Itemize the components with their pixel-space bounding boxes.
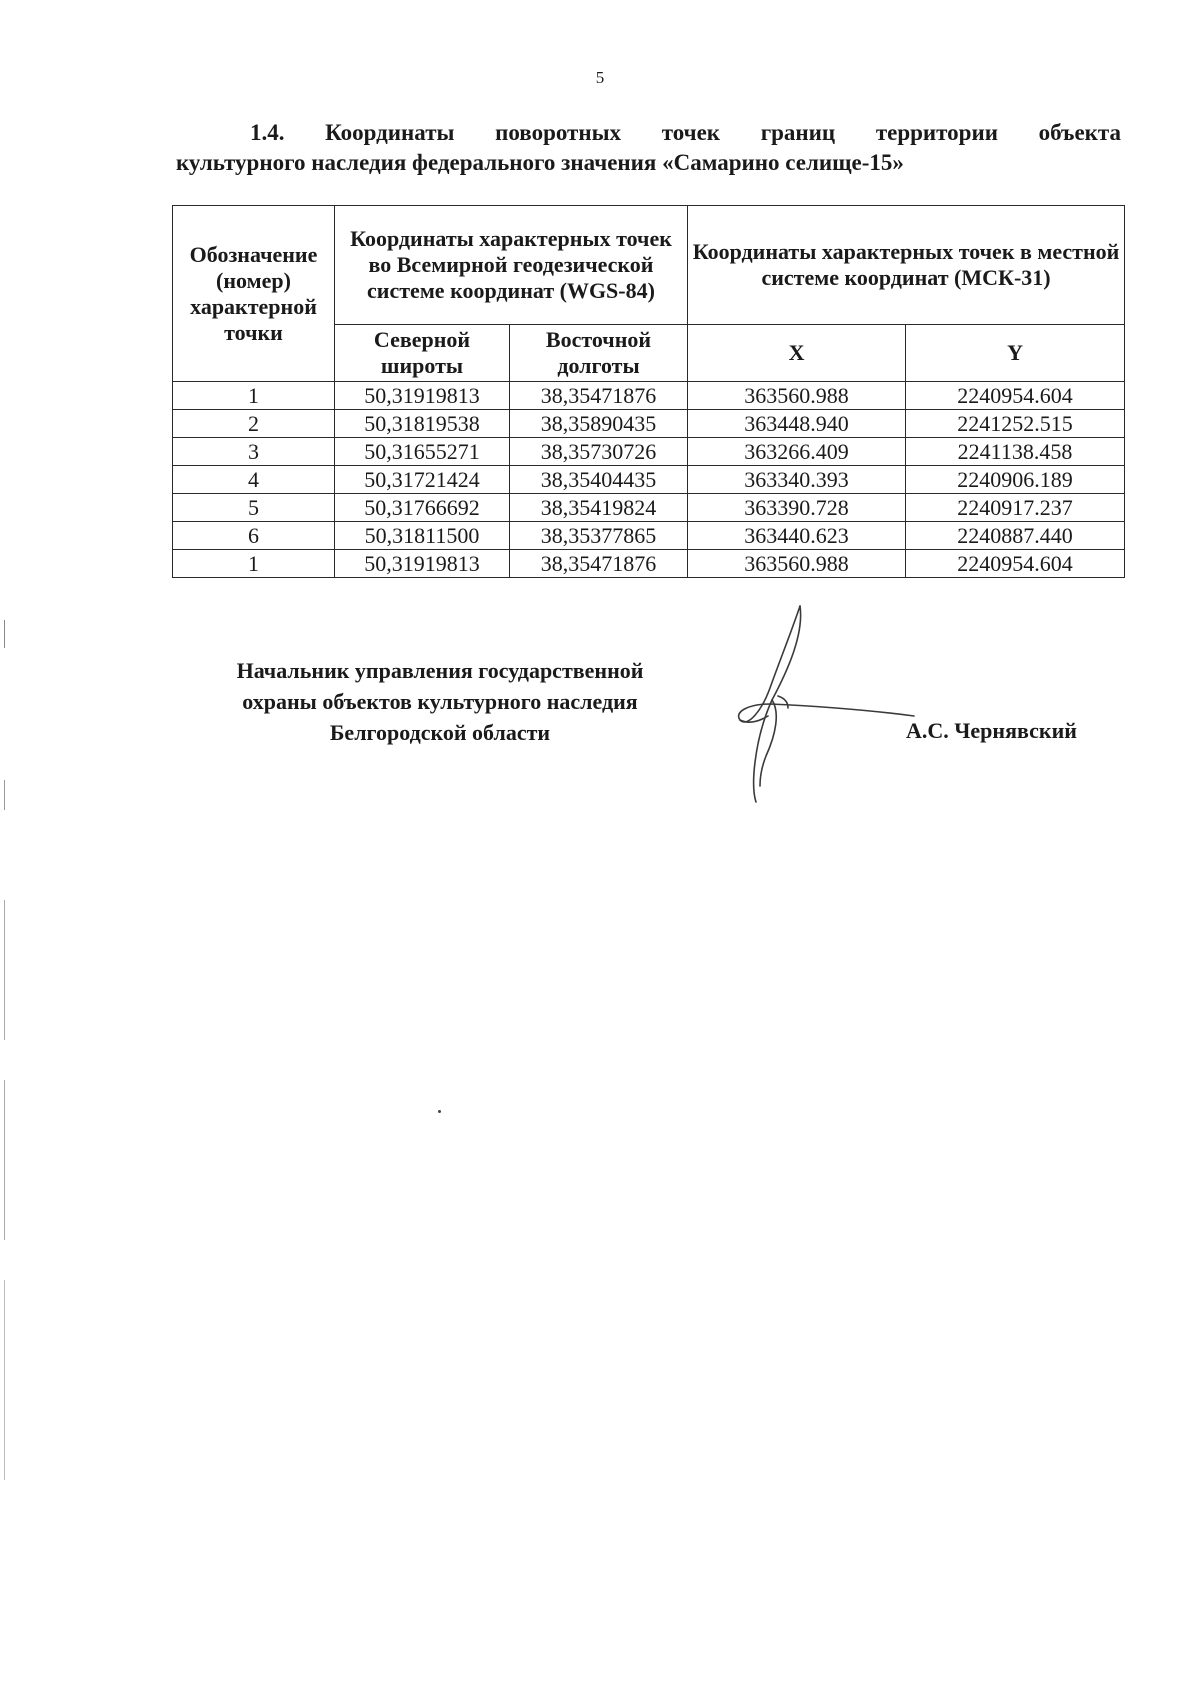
cell-point: 1 xyxy=(173,382,335,410)
scan-edge-artifacts xyxy=(0,0,12,1696)
cell-latitude: 50,31721424 xyxy=(335,466,510,494)
cell-longitude: 38,35404435 xyxy=(510,466,688,494)
cell-latitude: 50,31819538 xyxy=(335,410,510,438)
cell-point: 3 xyxy=(173,438,335,466)
cell-y: 2240954.604 xyxy=(906,550,1125,578)
cell-x: 363440.623 xyxy=(688,522,906,550)
coordinates-table xyxy=(172,205,1125,578)
cell-latitude: 50,31766692 xyxy=(335,494,510,522)
cell-y: 2240906.189 xyxy=(906,466,1125,494)
section-heading xyxy=(176,118,1121,178)
header-point-designation: Обозначение (номер) характерной точки xyxy=(173,206,335,382)
page-number: 5 xyxy=(595,68,605,87)
cell-longitude: 38,35377865 xyxy=(510,522,688,550)
header-wgs84-coordinates: Координаты характерных точек во Всемирной геодезической системе координат (WGS-84) xyxy=(335,206,688,325)
subheader-x: X xyxy=(688,325,906,382)
cell-longitude: 38,35890435 xyxy=(510,410,688,438)
signatory-position xyxy=(180,655,700,748)
cell-x: 363560.988 xyxy=(688,382,906,410)
cell-x: 363340.393 xyxy=(688,466,906,494)
table-row xyxy=(173,438,1125,466)
table-row xyxy=(173,382,1125,410)
position-line-3: Белгородской области xyxy=(329,720,551,745)
cell-point: 5 xyxy=(173,494,335,522)
cell-latitude: 50,31919813 xyxy=(335,550,510,578)
signer-name: А.С. Чернявский xyxy=(906,718,1077,743)
scan-speck xyxy=(438,1110,441,1113)
cell-longitude: 38,35471876 xyxy=(510,382,688,410)
cell-x: 363390.728 xyxy=(688,494,906,522)
table-row xyxy=(173,466,1125,494)
cell-point: 4 xyxy=(173,466,335,494)
header-msk31-coordinates: Координаты характерных точек в местной системе координат (МСК-31) xyxy=(688,206,1125,325)
cell-latitude: 50,31811500 xyxy=(335,522,510,550)
table-header-row xyxy=(173,206,1125,325)
handwritten-signature xyxy=(718,600,958,810)
position-line-2: охраны объектов культурного наследия xyxy=(242,689,638,714)
subheader-north-latitude: Северной широты xyxy=(335,325,510,382)
cell-point: 2 xyxy=(173,410,335,438)
cell-point: 6 xyxy=(173,522,335,550)
subheader-y: Y xyxy=(906,325,1125,382)
cell-longitude: 38,35730726 xyxy=(510,438,688,466)
position-line-1: Начальник управления государственной xyxy=(236,658,644,683)
table-row xyxy=(173,410,1125,438)
subheader-east-longitude: Восточной долготы xyxy=(510,325,688,382)
cell-y: 2240887.440 xyxy=(906,522,1125,550)
heading-line-1: 1.4. Координаты поворотных точек границ территории объекта xyxy=(250,120,1121,145)
cell-point: 1 xyxy=(173,550,335,578)
table-row xyxy=(173,494,1125,522)
cell-x: 363266.409 xyxy=(688,438,906,466)
heading-line-2: культурного наследия федерального значения «Самарино селище-15» xyxy=(176,150,904,175)
cell-x: 363560.988 xyxy=(688,550,906,578)
cell-latitude: 50,31655271 xyxy=(335,438,510,466)
cell-latitude: 50,31919813 xyxy=(335,382,510,410)
cell-longitude: 38,35471876 xyxy=(510,550,688,578)
table-row xyxy=(173,522,1125,550)
cell-y: 2240954.604 xyxy=(906,382,1125,410)
cell-y: 2241252.515 xyxy=(906,410,1125,438)
cell-y: 2240917.237 xyxy=(906,494,1125,522)
cell-x: 363448.940 xyxy=(688,410,906,438)
cell-y: 2241138.458 xyxy=(906,438,1125,466)
cell-longitude: 38,35419824 xyxy=(510,494,688,522)
table-row xyxy=(173,550,1125,578)
